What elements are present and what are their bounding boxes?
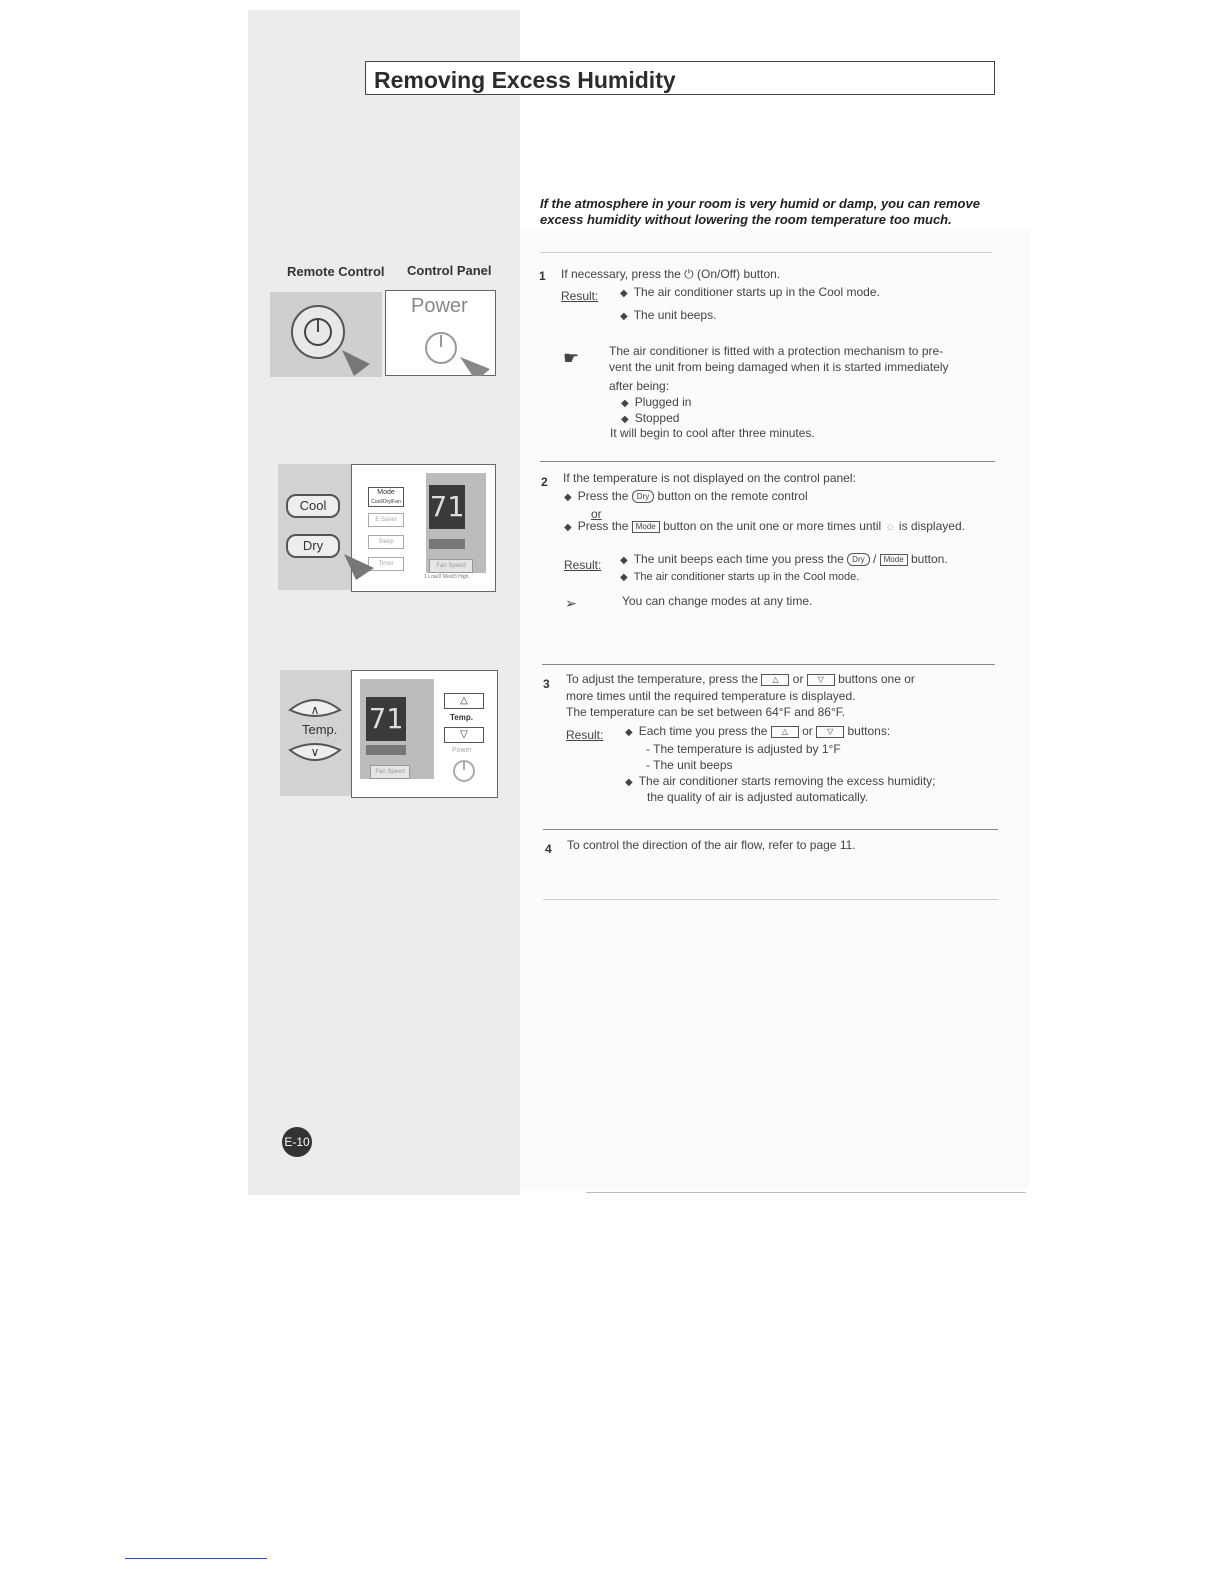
mode-illustration xyxy=(278,464,494,590)
up-key-icon-2: △ xyxy=(771,726,799,738)
step-1-result-1-text: The air conditioner starts up in the Cool mode. xyxy=(633,285,880,299)
remote-power-illustration xyxy=(270,292,382,377)
press-2-b: button on the unit one or more times until xyxy=(663,519,882,533)
divider xyxy=(542,664,995,665)
step-1-result-1: ◆ The air conditioner starts up in the Cool mode. xyxy=(620,285,880,299)
power-small-icon xyxy=(450,757,480,787)
step-3-result-2-cont: the quality of air is adjusted automatically. xyxy=(647,790,869,804)
step-3-result-label: Result: xyxy=(566,728,604,742)
step-1-text: If necessary, press the ⏻ (On/Off) button. xyxy=(561,267,781,281)
pointer-arrow-icon xyxy=(334,544,394,584)
step-3-line-2: more times until the required temperature is displayed. xyxy=(566,689,856,703)
power-small-label: Power xyxy=(452,747,472,754)
svg-text:∨: ∨ xyxy=(310,745,320,759)
dry-key-icon: Dry xyxy=(632,490,654,503)
page-number-badge: E-10 xyxy=(282,1127,312,1157)
step-2-press-1: ◆ Press the Dry button on the remote control xyxy=(564,489,808,503)
svg-text:∧: ∧ xyxy=(310,703,320,717)
dry-mode-icon: ☼ xyxy=(884,519,896,533)
note-line-3: after being: xyxy=(609,379,670,393)
temp-down-key: ▽ xyxy=(444,727,484,743)
step-1-result-2-text: The unit beeps. xyxy=(633,308,717,322)
step-2-press-2: ◆ Press the Mode button on the unit one or more times until ☼ is displayed. xyxy=(564,519,965,533)
mode-key-icon: Mode xyxy=(632,521,660,533)
step-3-result-2: ◆ The air conditioner starts removing the excess humidity; xyxy=(625,774,936,788)
line-1-b: buttons one or xyxy=(838,672,915,686)
cool-button: Cool xyxy=(286,494,340,518)
footer-line xyxy=(125,1558,267,1559)
temp-display-area xyxy=(360,679,434,779)
divider xyxy=(540,461,995,462)
divider xyxy=(543,899,998,900)
press-1-a: Press the xyxy=(577,489,629,503)
fan-speed-key-2: Fan Speed xyxy=(370,765,410,779)
note-end: It will begin to cool after three minutes. xyxy=(610,426,815,440)
mode-key xyxy=(368,487,404,507)
step-2-result-label: Result: xyxy=(564,558,602,572)
step-2-result-1: ◆ The unit beeps each time you press the Dry / Mode button. xyxy=(620,552,948,566)
fan-speed-key: Fan Speed xyxy=(429,559,473,573)
fan-speed-sublabel: 1 Low/2 Med/3 High xyxy=(424,574,469,580)
step-2-number: 2 xyxy=(541,475,548,489)
res-2-line-1: The air conditioner starts removing the excess humidity; xyxy=(638,774,936,788)
line-1-or: or xyxy=(792,672,804,686)
page-title: Removing Excess Humidity xyxy=(374,67,676,93)
bottom-line xyxy=(586,1192,1026,1193)
step-3-line-1 xyxy=(566,672,915,686)
intro-text: If the atmosphere in your room is very humid or damp, you can remove excess humidity without lowering the room temperature too much. xyxy=(540,196,980,227)
indicator-bar xyxy=(429,539,465,549)
mode-key-label: Mode xyxy=(377,489,395,496)
note-item-2: ◆ Stopped xyxy=(621,411,680,425)
indicator-bar-2 xyxy=(366,745,406,755)
tip-arrow-icon: ➢ xyxy=(565,595,577,611)
temp-rocker-label: Temp. xyxy=(302,722,338,737)
power-label: Power xyxy=(411,295,468,317)
step-2-result-2: ◆ The air conditioner starts up in the Cool mode. xyxy=(620,571,860,583)
note-item-2-text: Stopped xyxy=(634,411,680,425)
res-1-b: buttons: xyxy=(847,724,891,738)
power-button-icon xyxy=(270,292,382,377)
temp-panel xyxy=(351,670,498,798)
step-2-or: or xyxy=(591,507,602,521)
press-2-a: Press the xyxy=(577,519,629,533)
title-box xyxy=(365,61,995,95)
display-area xyxy=(426,473,486,573)
divider xyxy=(543,829,998,830)
step-3-result-1: ◆ Each time you press the △ or ▽ buttons: xyxy=(625,724,891,738)
note-line-2: vent the unit from being damaged when it is started immediately xyxy=(609,360,949,374)
down-key-icon: ▽ xyxy=(807,674,835,686)
sleep-key: Sleep xyxy=(368,535,404,549)
mode-key-sublabel: Cool/Dry/Fan xyxy=(371,499,401,505)
hand-pointer-icon: ☛ xyxy=(563,348,580,368)
note-item-1-text: Plugged in xyxy=(634,395,692,409)
panel-power-illustration xyxy=(385,290,496,376)
step-3-sub-1: - The temperature is adjusted by 1°F xyxy=(646,742,841,756)
step-3-line-3: The temperature can be set between 64°F and 86°F. xyxy=(566,705,846,719)
up-key-icon: △ xyxy=(761,674,789,686)
step-4-text: To control the direction of the air flow, refer to page 11. xyxy=(567,838,856,852)
step-4-number: 4 xyxy=(545,842,552,856)
dry-key-icon-2: Dry xyxy=(847,553,869,566)
remote-control-label: Remote Control xyxy=(287,264,385,279)
esaver-key: E.Saver xyxy=(368,513,404,527)
power-icon xyxy=(386,291,496,376)
res-1-or: or xyxy=(802,724,813,738)
temp-illustration xyxy=(280,670,496,796)
down-key-icon-2: ▽ xyxy=(816,726,844,738)
temp-display-2: 71 xyxy=(366,697,406,741)
timer-key: Timer xyxy=(368,557,404,571)
press-1-b: button on the remote control xyxy=(657,489,808,503)
divider xyxy=(540,252,992,253)
step-1-result-label: Result: xyxy=(561,289,599,303)
temp-display: 71 xyxy=(429,485,465,529)
result-1-a: The unit beeps each time you press the xyxy=(633,552,844,566)
step-2-tip: You can change modes at any time. xyxy=(622,594,813,608)
press-2-c: is displayed. xyxy=(898,519,965,533)
control-panel-label: Control Panel xyxy=(407,263,492,278)
step-2-result-2-text: The air conditioner starts up in the Cool mode. xyxy=(633,571,860,583)
note-item-1: ◆ Plugged in xyxy=(621,395,692,409)
line-1-a: To adjust the temperature, press the xyxy=(566,672,759,686)
result-1-b: button. xyxy=(910,552,948,566)
res-1-a: Each time you press the xyxy=(638,724,768,738)
left-shaded-column xyxy=(248,10,520,1195)
note-line-1: The air conditioner is fitted with a protection mechanism to pre- xyxy=(609,344,944,358)
step-1-number: 1 xyxy=(539,269,546,283)
dry-button: Dry xyxy=(286,534,340,558)
mode-key-icon-2: Mode xyxy=(880,554,908,566)
step-1-result-2: ◆ The unit beeps. xyxy=(620,308,717,322)
step-2-text: If the temperature is not displayed on the control panel: xyxy=(563,471,856,485)
temp-up-key: △ xyxy=(444,693,484,709)
temp-key-label: Temp. xyxy=(450,713,473,722)
step-3-number: 3 xyxy=(543,677,550,691)
step-3-sub-2: - The unit beeps xyxy=(646,758,733,772)
